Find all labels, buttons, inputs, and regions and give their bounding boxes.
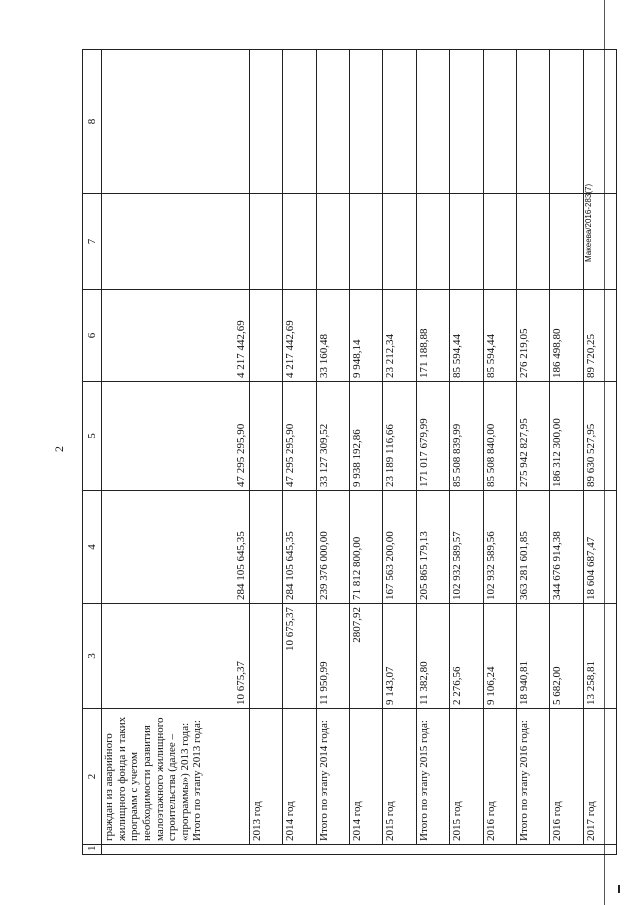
column-number: 4 (83, 491, 102, 604)
table-cell: 85 594,44 (450, 290, 483, 382)
table-cell: 9 106,24 (483, 604, 516, 709)
table-cell: 2807,92 (350, 604, 383, 709)
table-cell: 239 376 000,00 (316, 491, 349, 604)
table-cell (250, 382, 283, 491)
page-number: 2 (52, 446, 66, 452)
table-cell: 2016 год (483, 709, 516, 845)
column-number: 5 (83, 382, 102, 491)
table-cell: 363 281 601,85 (516, 491, 549, 604)
table-cell (450, 50, 483, 194)
table-cell (102, 50, 250, 194)
table-cell: 171 017 679,99 (416, 382, 449, 491)
table-cell: 71 812 800,00 (350, 491, 383, 604)
table-cell: Итого по этапу 2014 года: (316, 709, 349, 845)
table-cell (250, 491, 283, 604)
table-cell: 5 682,00 (550, 604, 583, 709)
table-row (283, 50, 316, 855)
table-cell: 2017 год (583, 709, 616, 845)
table-cell: 85 508 839,99 (450, 382, 483, 491)
table-cell: 2016 год (550, 709, 583, 845)
description-text: граждан из аварийного жилищного фонда и таких программ с учетом необходимости развития малоэтажного жилищного строительства (далее – «программы») 2013 года: (103, 716, 191, 841)
table-cell (102, 709, 250, 845)
table-cell: 171 188,88 (416, 290, 449, 382)
data-table (82, 49, 617, 855)
table-cell: 11 950,99 (316, 604, 349, 709)
table-row (383, 50, 416, 855)
table-cell: 275 942 827,95 (516, 382, 549, 491)
table-cell (583, 50, 616, 194)
table-cell (416, 194, 449, 290)
table-cell (416, 50, 449, 194)
table-cell: 13 258,81 (583, 604, 616, 709)
table-cell: 33 160,48 (316, 290, 349, 382)
column-number: 6 (83, 290, 102, 382)
table-cell: 284 105 645,35 (283, 491, 316, 604)
table-cell (250, 194, 283, 290)
table-cell: 47 295 295,90 (102, 382, 250, 491)
rotated-table-container (82, 50, 617, 855)
document-code: Макеева/2016-283(7) (584, 183, 593, 262)
table-cell: 9 938 192,86 (350, 382, 383, 491)
table-cell: 18 604 687,47 (583, 491, 616, 604)
table-cell: 344 676 914,38 (550, 491, 583, 604)
table-cell: 85 508 840,00 (483, 382, 516, 491)
table-cell (483, 194, 516, 290)
table-cell: 2013 год (250, 709, 283, 845)
table-row (483, 50, 516, 855)
table-cell: 284 105 645,35 (102, 491, 250, 604)
table-cell: 89 720,25 (583, 290, 616, 382)
table-cell (383, 194, 416, 290)
table-cell (102, 845, 617, 855)
table-row (250, 50, 283, 855)
table-cell: 2015 год (450, 709, 483, 845)
table-cell: 10 675,37 (283, 604, 316, 709)
table-cell: 276 219,05 (516, 290, 549, 382)
table-row (550, 50, 583, 855)
table-cell: 167 563 200,00 (383, 491, 416, 604)
table-cell (350, 194, 383, 290)
scan-mark (618, 885, 620, 893)
table-cell (450, 194, 483, 290)
table-cell (583, 194, 616, 290)
table-cell (550, 194, 583, 290)
column-number: 7 (83, 194, 102, 290)
table-row (450, 50, 483, 855)
table-cell: 186 498,80 (550, 290, 583, 382)
row-label: Итого по этапу 2013 года: (191, 720, 204, 841)
table-row (416, 50, 449, 855)
table-cell: 33 127 309,52 (316, 382, 349, 491)
table-cell: 102 932 589,56 (483, 491, 516, 604)
table-cell (250, 604, 283, 709)
table-row (583, 50, 616, 855)
table-cell (550, 50, 583, 194)
table-cell (250, 50, 283, 194)
table-cell (316, 194, 349, 290)
table-row (316, 50, 349, 855)
table-cell (350, 50, 383, 194)
table-cell (250, 290, 283, 382)
column-number: 3 (83, 604, 102, 709)
table-cell: 11 382,80 (416, 604, 449, 709)
table-cell: 2014 год (350, 709, 383, 845)
table-cell: 102 932 589,57 (450, 491, 483, 604)
table-cell: 89 630 527,95 (583, 382, 616, 491)
table-cell: 85 594,44 (483, 290, 516, 382)
table-row (350, 50, 383, 855)
table-cell: 2015 год (383, 709, 416, 845)
table-cell: 4 217 442,69 (283, 290, 316, 382)
table-cell (283, 50, 316, 194)
table-row (102, 50, 250, 855)
table-cell: 205 865 179,13 (416, 491, 449, 604)
table-cell: 9 143,07 (383, 604, 416, 709)
table-cell: Итого по этапу 2016 года: (516, 709, 549, 845)
column-number: 2 (83, 709, 102, 845)
table-cell (316, 50, 349, 194)
table-cell: 47 295 295,90 (283, 382, 316, 491)
table-cell (283, 194, 316, 290)
table-row (516, 50, 549, 855)
table-cell: 9 948,14 (350, 290, 383, 382)
table-cell (102, 194, 250, 290)
table-cell: 23 212,34 (383, 290, 416, 382)
table-cell (516, 194, 549, 290)
table-cell: 186 312 300,00 (550, 382, 583, 491)
table-cell (483, 50, 516, 194)
column-number-row (83, 50, 102, 855)
table-cell: 10 675,37 (102, 604, 250, 709)
table-cell: 2 276,56 (450, 604, 483, 709)
table-cell: 18 940,81 (516, 604, 549, 709)
column-number: 1 (83, 845, 102, 855)
table-cell (516, 50, 549, 194)
table-cell: 4 217 442,69 (102, 290, 250, 382)
table-cell (383, 50, 416, 194)
table-cell: Итого по этапу 2015 года: (416, 709, 449, 845)
table-cell: 2014 год (283, 709, 316, 845)
table-cell: 23 189 116,66 (383, 382, 416, 491)
column-number: 8 (83, 50, 102, 194)
